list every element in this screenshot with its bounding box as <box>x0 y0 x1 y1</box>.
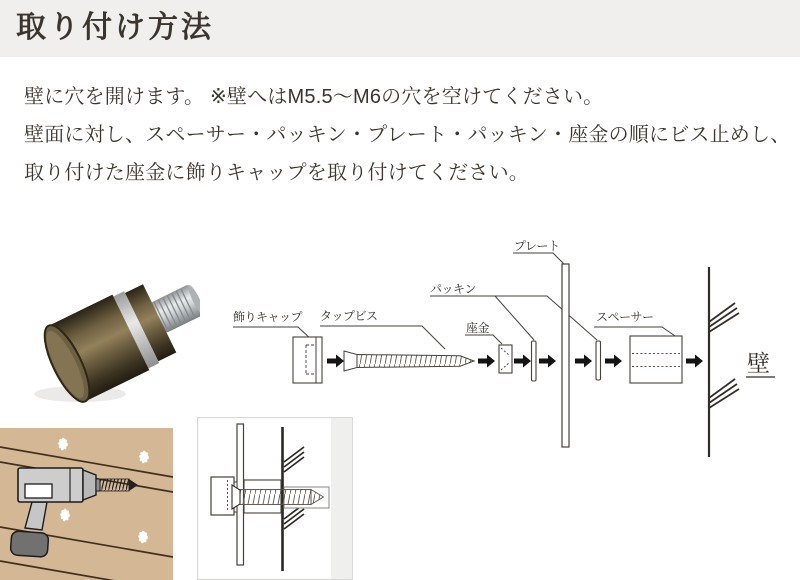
part-decorative-cap <box>293 337 322 383</box>
label-wall: 壁 <box>747 350 770 376</box>
label-plate: プレート <box>514 239 560 253</box>
section-cap <box>211 477 234 515</box>
drill-illustration <box>0 428 173 580</box>
part-plate <box>562 264 569 447</box>
drill-screw <box>100 479 129 491</box>
instruction-text <box>24 78 794 192</box>
drill-chuck <box>83 470 96 500</box>
page-title: 取り付け方法 <box>16 11 214 44</box>
label-screw: タップビス <box>320 309 378 323</box>
arrow-icon <box>539 355 556 368</box>
arrow-icon <box>605 355 622 368</box>
arrow-icon <box>478 355 495 368</box>
label-washer: 座金 <box>466 321 490 335</box>
product-photo <box>18 246 200 414</box>
part-packing-right <box>596 341 601 380</box>
label-spacer: スペーサー <box>596 310 654 324</box>
part-spacer <box>630 336 682 383</box>
arrow-icon <box>327 355 344 368</box>
arrow-icon <box>686 355 703 368</box>
bronze-cap-image <box>36 261 200 407</box>
instruction-line-3: 取り付けた座金に飾りキャップを取り付けてください。 <box>24 162 529 184</box>
part-packing-left <box>532 341 537 381</box>
arrow-icon <box>514 355 531 368</box>
wall-line <box>709 267 739 457</box>
page-header <box>0 0 800 57</box>
part-washer <box>499 345 512 373</box>
instruction-line-1: 壁に穴を開けます。 ※壁へはM5.5～M6の穴を空けてください。 <box>24 86 604 108</box>
label-packing: パッキン <box>430 282 476 296</box>
instruction-line-2: 壁面に対し、スペーサー・パッキン・プレート・パッキン・座金の順にビス止めし、 <box>24 124 791 146</box>
drill-battery <box>10 531 49 558</box>
label-cap: 飾りキャップ <box>233 310 303 324</box>
part-tapping-screw <box>344 351 474 371</box>
arrow-icon <box>575 355 592 368</box>
cross-section-illustration <box>197 417 353 580</box>
drill-label <box>25 484 52 498</box>
panel-gray-strip <box>331 418 352 579</box>
leader-lines <box>233 253 678 349</box>
